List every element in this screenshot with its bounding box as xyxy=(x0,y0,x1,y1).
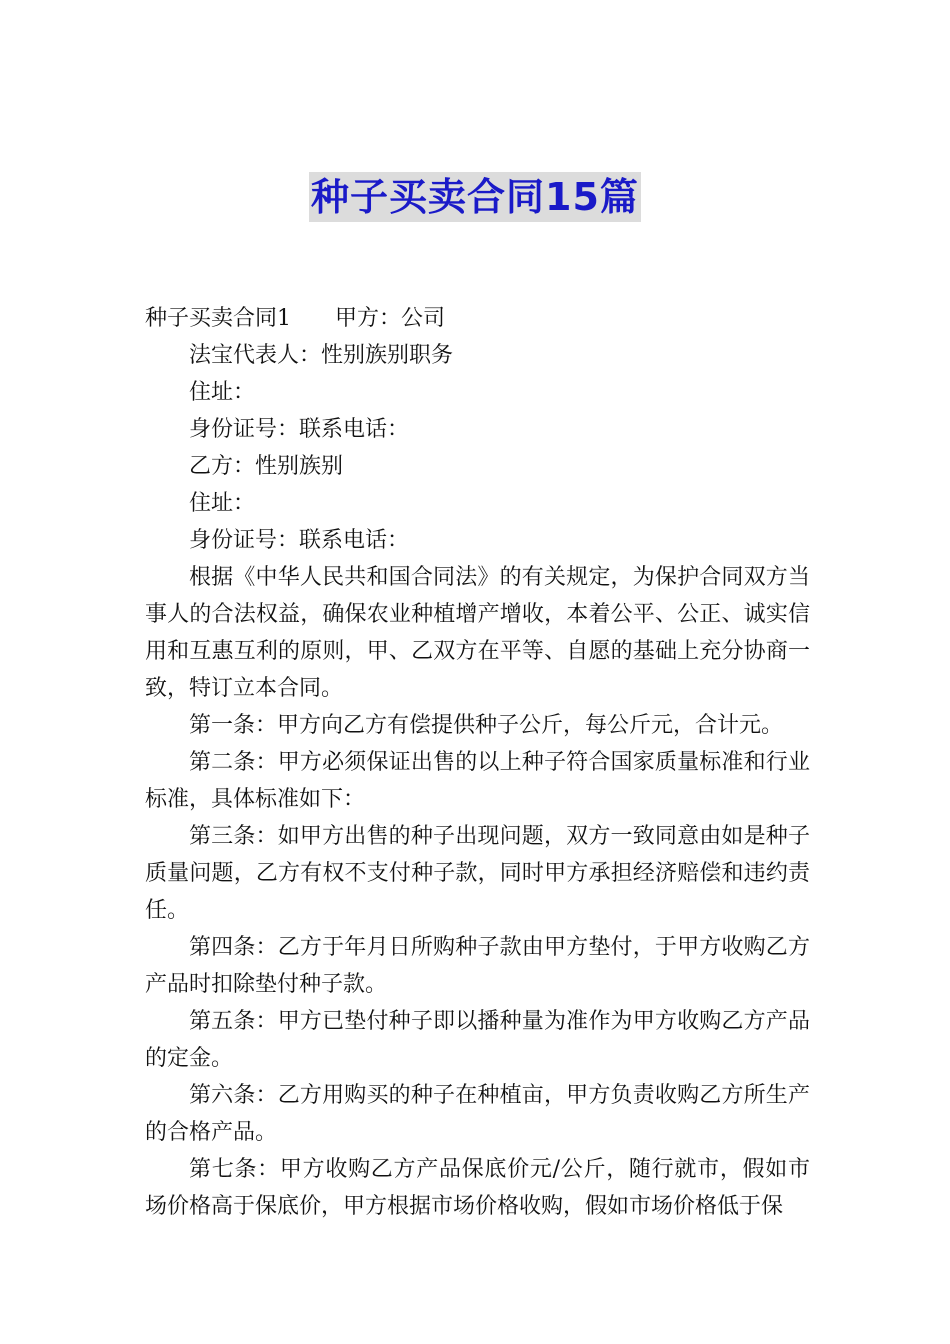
document-body xyxy=(145,300,810,1225)
article-5: 第五条：甲方已垫付种子即以播种量为准作为甲方收购乙方产品的定金。 xyxy=(145,1009,810,1071)
party-a-address-line: 住址： xyxy=(189,380,256,405)
first-line xyxy=(145,300,810,337)
party-a-id-line: 身份证号：联系电话： xyxy=(189,417,410,442)
legal-representative-line: 法宝代表人：性别族别职务 xyxy=(189,343,454,368)
document-title: 种子买卖合同15篇 xyxy=(309,172,641,222)
preamble-paragraph: 根据《中华人民共和国合同法》的有关规定，为保护合同双方当事人的合法权益，确保农业种植增产增收，本着公平、公正、诚实信用和互惠互利的原则，甲、乙双方在平等、自愿的基础上充分协商一致，特订立本合同。 xyxy=(145,565,810,701)
party-b-id-line: 身份证号：联系电话： xyxy=(189,528,410,553)
article-2: 第二条：甲方必须保证出售的以上种子符合国家质量标准和行业标准，具体标准如下： xyxy=(145,750,810,812)
article-7: 第七条：甲方收购乙方产品保底价元/公斤，随行就市，假如市场价格高于保底价，甲方根据市场价格收购，假如市场价格低于保 xyxy=(145,1157,810,1219)
article-1: 第一条：甲方向乙方有偿提供种子公斤，每公斤元，合计元。 xyxy=(189,713,784,738)
party-b-address-line: 住址： xyxy=(189,491,256,516)
article-6: 第六条：乙方用购买的种子在种植亩，甲方负责收购乙方所生产的合格产品。 xyxy=(145,1083,810,1145)
contract-heading: 种子买卖合同1 xyxy=(145,306,291,331)
article-3: 第三条：如甲方出售的种子出现问题，双方一致同意由如是种子质量问题，乙方有权不支付种子款，同时甲方承担经济赔偿和违约责任。 xyxy=(145,824,810,923)
article-4: 第四条：乙方于年月日所购种子款由甲方垫付，于甲方收购乙方产品时扣除垫付种子款。 xyxy=(145,935,810,997)
party-b-line: 乙方：性别族别 xyxy=(189,454,344,479)
title-container xyxy=(0,172,950,222)
party-a-label: 甲方：公司 xyxy=(335,306,446,331)
